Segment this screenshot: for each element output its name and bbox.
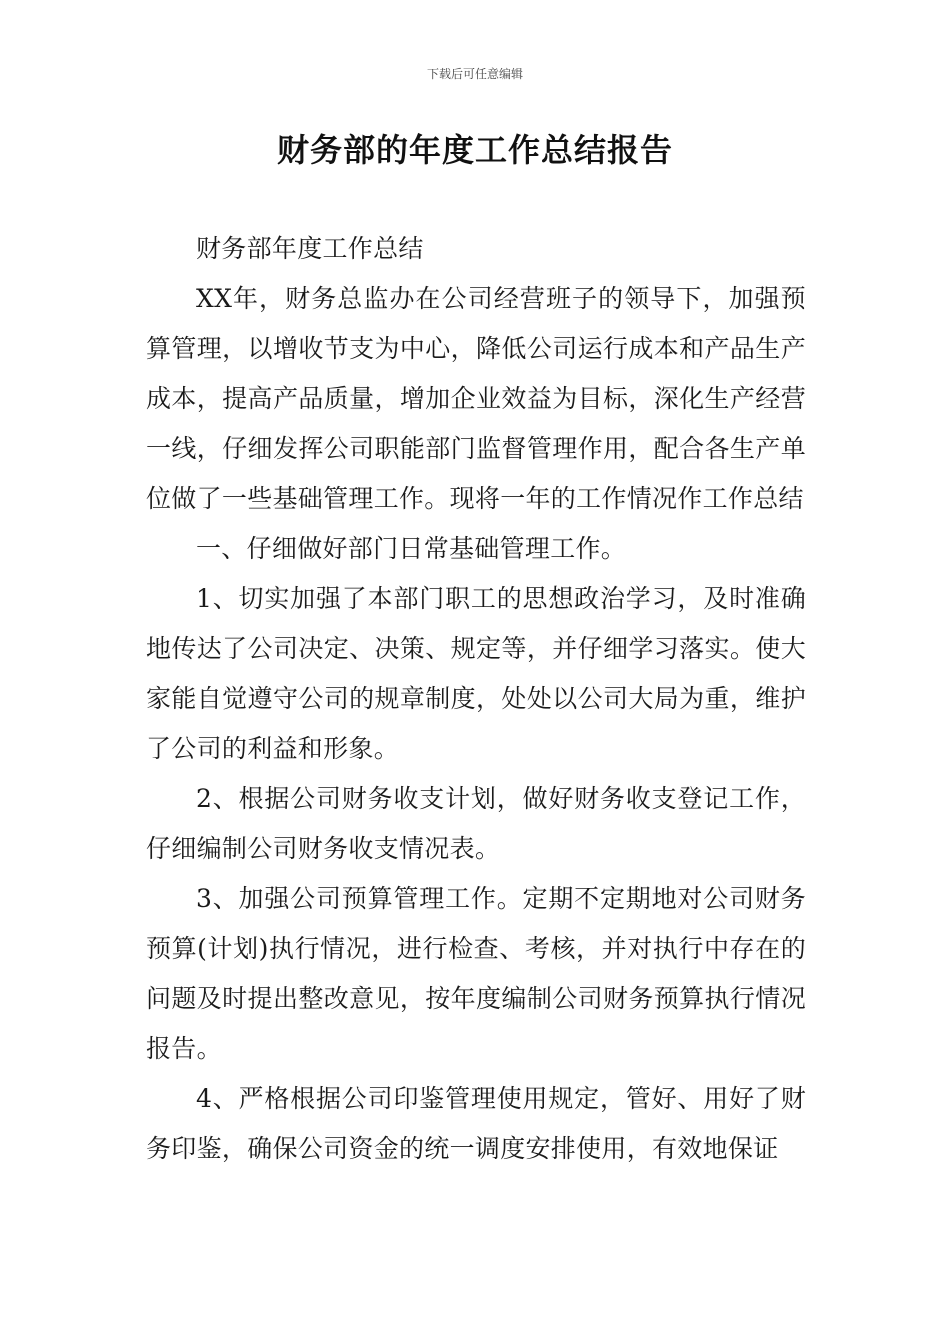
paragraph-item-4: 4、严格根据公司印鉴管理使用规定，管好、用好了财务印鉴，确保公司资金的统一调度安排使用，有效地保证	[146, 1084, 806, 1163]
document-title: 财务部的年度工作总结报告	[276, 131, 673, 169]
paragraph-item-1: 1、切实加强了本部门职工的思想政治学习，及时准确地传达了公司决定、决策、规定等，并仔细学习落实。使大家能自觉遵守公司的规章制度，处处以公司大局为重，维护了公司的利益和形象。	[146, 584, 806, 763]
header-note: 下载后可任意编辑	[426, 67, 523, 81]
paragraph-item-2: 2、根据公司财务收支计划，做好财务收支登记工作，仔细编制公司财务收支情况表。	[146, 784, 806, 863]
document-body	[146, 224, 806, 1174]
paragraph-intro: XX年，财务总监办在公司经营班子的领导下，加强预算管理，以增收节支为中心，降低公司运行成本和产品生产成本，提高产品质量，增加企业效益为目标，深化生产经营一线，仔细发挥公司职能部门监督管理作用，配合各生产单位做了一些基础管理工作。现将一年的工作情况作工作总结	[146, 284, 806, 513]
paragraph-section-1-heading: 一、仔细做好部门日常基础管理工作。	[196, 534, 627, 563]
paragraph-subtitle: 财务部年度工作总结	[196, 234, 424, 263]
paragraph-item-3: 3、加强公司预算管理工作。定期不定期地对公司财务预算(计划)执行情况，进行检查、考核，并对执行中存在的问题及时提出整改意见，按年度编制公司财务预算执行情况报告。	[146, 884, 806, 1063]
